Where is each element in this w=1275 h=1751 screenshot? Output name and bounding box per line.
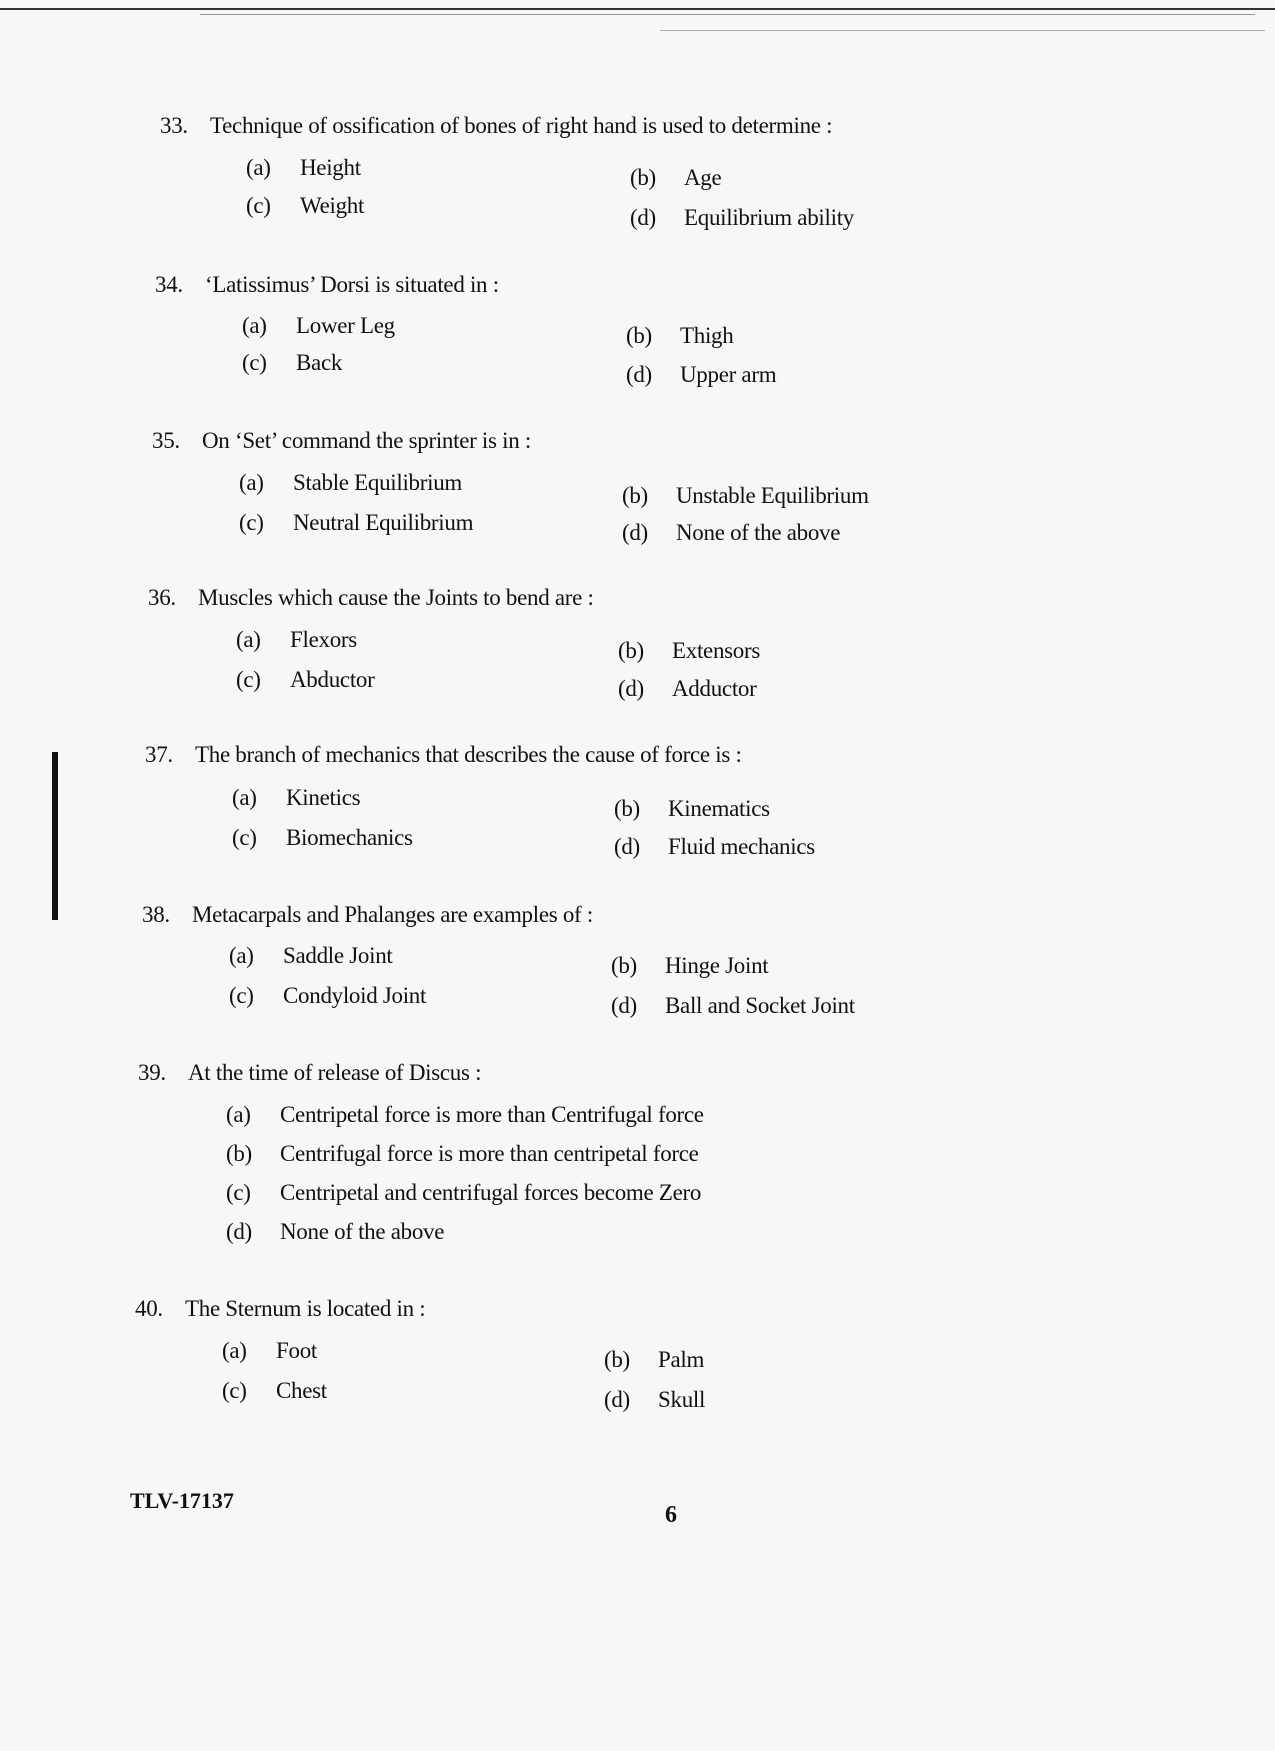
question-number: 40.	[135, 1296, 163, 1321]
question-text: The Sternum is located in :	[185, 1296, 426, 1321]
question-text: Metacarpals and Phalanges are examples of :	[192, 902, 593, 927]
option-a: (a) Saddle Joint	[229, 943, 393, 968]
option-d: (d) Fluid mechanics	[614, 834, 815, 859]
option-c: (c) Chest	[222, 1378, 327, 1403]
option-d: (d) None of the above	[226, 1219, 445, 1244]
question-number: 38.	[142, 902, 170, 927]
option-a: (a) Centripetal force is more than Centrifugal force	[226, 1102, 704, 1127]
top-rule	[0, 8, 1275, 10]
question-text: Technique of ossification of bones of right hand is used to determine :	[210, 113, 833, 138]
option-b: (b) Palm	[604, 1347, 705, 1372]
option-a: (a) Foot	[222, 1338, 317, 1363]
question-text: ‘Latissimus’ Dorsi is situated in :	[205, 272, 499, 297]
question-number: 39.	[138, 1060, 166, 1085]
paper-code: TLV-17137	[130, 1488, 234, 1513]
option-c: (c) Biomechanics	[232, 825, 413, 850]
top-rule-secondary	[200, 14, 1255, 15]
question-number: 37.	[145, 742, 173, 767]
option-c: (c) Abductor	[236, 667, 375, 692]
question-number: 36.	[148, 585, 176, 610]
question-number: 34.	[155, 272, 183, 297]
top-rule-tertiary	[660, 30, 1265, 31]
option-b: (b) Centrifugal force is more than centripetal force	[226, 1141, 699, 1166]
option-b: (b) Thigh	[626, 323, 734, 348]
option-b: (b) Kinematics	[614, 796, 770, 821]
page-number: 6	[665, 1502, 677, 1528]
option-a: (a) Height	[246, 155, 361, 180]
question-number: 35.	[152, 428, 180, 453]
option-b: (b) Age	[630, 165, 722, 190]
option-d: (d) Skull	[604, 1387, 706, 1412]
option-d: (d) Upper arm	[626, 362, 777, 387]
question-text: On ‘Set’ command the sprinter is in :	[202, 428, 531, 453]
option-d: (d) None of the above	[622, 520, 841, 545]
option-a: (a) Kinetics	[232, 785, 361, 810]
option-c: (c) Centripetal and centrifugal forces become Zero	[226, 1180, 702, 1205]
option-b: (b) Unstable Equilibrium	[622, 483, 869, 508]
option-c: (c) Condyloid Joint	[229, 983, 427, 1008]
option-a: (a) Flexors	[236, 627, 357, 652]
option-d: (d) Adductor	[618, 676, 757, 701]
option-b: (b) Extensors	[618, 638, 761, 663]
question-text: Muscles which cause the Joints to bend are :	[198, 585, 594, 610]
option-c: (c) Back	[242, 350, 343, 375]
option-c: (c) Neutral Equilibrium	[239, 510, 474, 535]
option-c: (c) Weight	[246, 193, 365, 218]
option-d: (d) Equilibrium ability	[630, 205, 854, 230]
option-a: (a) Stable Equilibrium	[239, 470, 462, 495]
option-b: (b) Hinge Joint	[611, 953, 769, 978]
question-text: At the time of release of Discus :	[188, 1060, 482, 1085]
question-number: 33.	[160, 113, 188, 138]
option-a: (a) Lower Leg	[242, 313, 395, 338]
question-text: The branch of mechanics that describes the cause of force is :	[195, 742, 742, 767]
option-d: (d) Ball and Socket Joint	[611, 993, 855, 1018]
margin-mark	[52, 752, 58, 920]
